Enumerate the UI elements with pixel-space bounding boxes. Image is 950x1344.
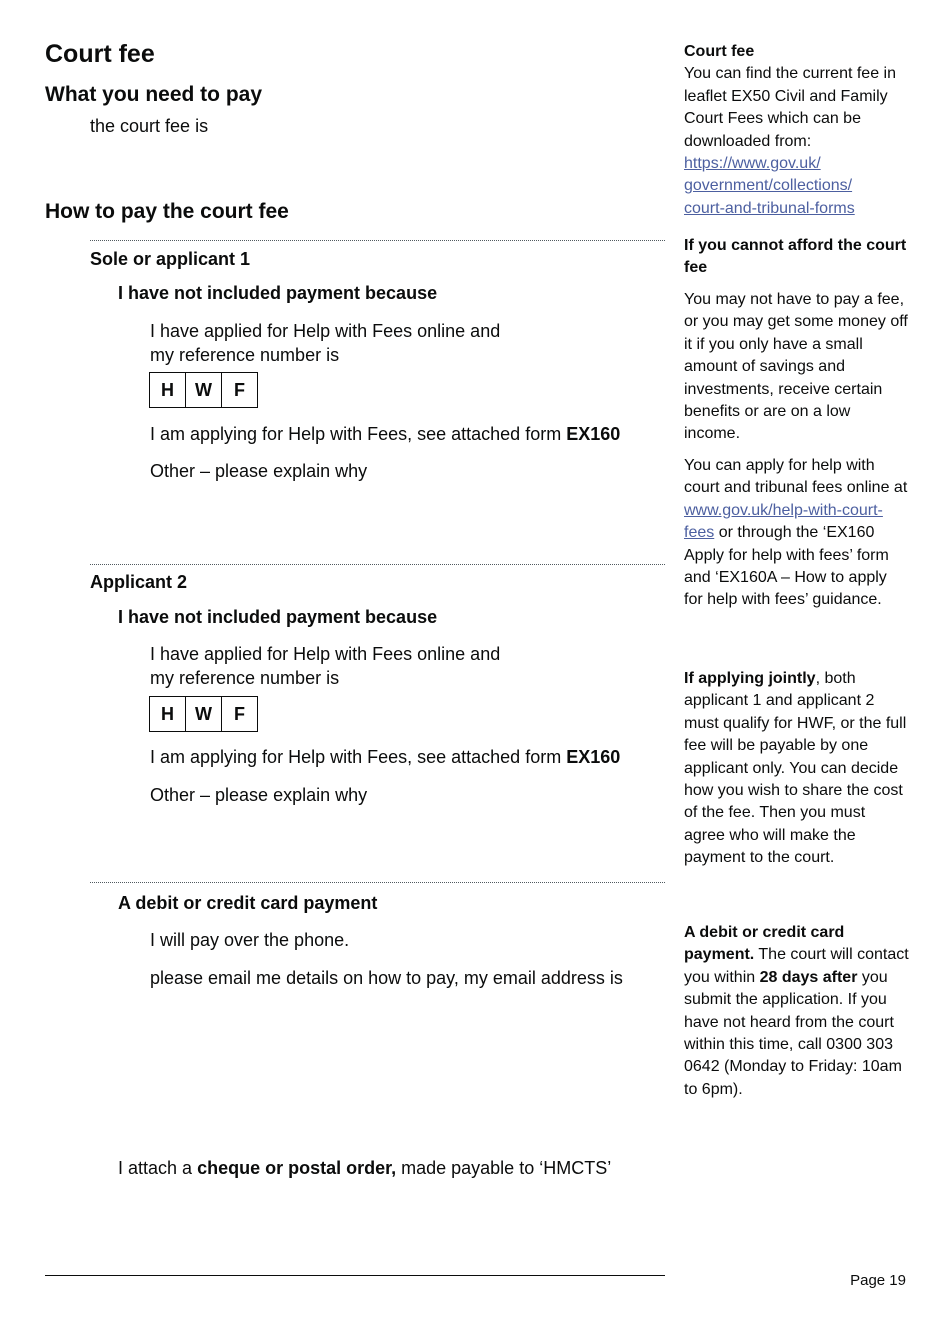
sidebar-card-text1: The court will contact you within bbox=[684, 946, 909, 986]
sidebar-apply-prefix: You can apply for help with court and tribunal fees online at bbox=[684, 457, 908, 497]
applicant1-hwf-line1: I have applied for Help with Fees online and bbox=[150, 321, 501, 341]
hwf-letter: F bbox=[234, 703, 245, 724]
sidebar-apply-suffix: or through the ‘EX160 Apply for help with fees’ form and ‘EX160A – How to apply for help with fees’ guidance. bbox=[684, 524, 889, 609]
ex160-text: I am applying for Help with Fees, see attached form bbox=[150, 747, 567, 767]
applicant2-not-included-label: I have not included payment because bbox=[118, 607, 438, 627]
applicant1-other-option[interactable]: Other – please explain why bbox=[150, 461, 368, 481]
hwf-letter: H bbox=[150, 373, 186, 407]
sidebar-joint bbox=[684, 668, 909, 870]
divider bbox=[90, 240, 665, 241]
sidebar-afford-heading: If you cannot afford the court fee bbox=[684, 237, 907, 277]
applicant2-hwf-reference-field[interactable] bbox=[149, 696, 258, 732]
pay-by-phone-option[interactable]: I will pay over the phone. bbox=[150, 930, 350, 950]
page-number: Page 19 bbox=[850, 1272, 906, 1289]
help-with-fees-link[interactable]: www.gov.uk/help-with-court-fees bbox=[684, 501, 883, 542]
applicant1-hwf-reference-field[interactable] bbox=[149, 372, 258, 408]
sidebar-fee-heading: Court fee bbox=[684, 43, 755, 60]
applicant2-hwf-line2: my reference number is bbox=[150, 668, 340, 688]
applicant1-hwf-online-option[interactable] bbox=[150, 319, 500, 367]
cheque-suffix: made payable to ‘HMCTS’ bbox=[396, 1158, 612, 1178]
sidebar-afford-text: You may not have to pay a fee, or you may get some money off it if you only have a small amount of savings and investments, receive certain benefits or are on a low income. bbox=[684, 291, 908, 443]
applicant2-heading: Applicant 2 bbox=[90, 572, 188, 592]
what-to-pay-heading: What you need to pay bbox=[45, 83, 263, 106]
link-line: https://www.gov.uk/ bbox=[684, 155, 821, 173]
hwf-letter: W bbox=[186, 697, 222, 731]
cheque-prefix: I attach a bbox=[118, 1158, 198, 1178]
divider bbox=[90, 882, 665, 883]
sidebar-card-bold2: 28 days after bbox=[759, 968, 858, 986]
email-details-option[interactable]: please email me details on how to pay, my email address is bbox=[150, 968, 623, 988]
sidebar-joint-bold: If applying jointly bbox=[684, 670, 816, 687]
court-forms-link[interactable] bbox=[684, 155, 855, 217]
sidebar-card-text2: you submit the application. If you have not heard from the court within this time, call 0300 303 0642 (Monday to Friday: 10am to 6pm). bbox=[684, 968, 902, 1098]
applicant1-hwf-line2: my reference number is bbox=[150, 345, 340, 365]
applicant2-hwf-online-option[interactable] bbox=[150, 642, 500, 690]
footer-rule bbox=[45, 1275, 665, 1276]
court-fee-amount-label: the court fee is bbox=[90, 116, 209, 136]
page-title: Court fee bbox=[45, 40, 155, 68]
sidebar-court-fee bbox=[684, 41, 909, 220]
sidebar-fee-text: You can find the current fee in leaflet EX50 Civil and Family Court Fees which can be downloaded from: bbox=[684, 65, 896, 150]
applicant2-hwf-line1: I have applied for Help with Fees online and bbox=[150, 644, 501, 664]
applicant1-ex160-option[interactable] bbox=[150, 422, 620, 446]
sidebar-joint-text: , both applicant 1 and applicant 2 must qualify for HWF, or the full fee will be payable by one applicant only. You can decide how you wish to share the cost of the fee. Then you must agree who will make the payment to the court. bbox=[684, 670, 907, 867]
applicant2-ex160-option[interactable] bbox=[150, 745, 620, 769]
cheque-option[interactable] bbox=[118, 1156, 611, 1180]
hwf-letter: F bbox=[234, 379, 245, 400]
how-to-pay-heading: How to pay the court fee bbox=[45, 200, 289, 223]
link-line: government/collections/ bbox=[684, 177, 853, 195]
ex160-form: EX160 bbox=[566, 747, 621, 767]
ex160-text: I am applying for Help with Fees, see attached form bbox=[150, 424, 567, 444]
applicant2-other-option[interactable]: Other – please explain why bbox=[150, 785, 368, 805]
applicant1-heading: Sole or applicant 1 bbox=[90, 249, 251, 269]
hwf-letter: W bbox=[186, 373, 222, 407]
divider bbox=[90, 564, 665, 565]
card-payment-heading: A debit or credit card payment bbox=[118, 893, 378, 913]
sidebar-card-bold: A debit or credit card payment. bbox=[684, 924, 845, 964]
sidebar-apply-online bbox=[684, 455, 909, 612]
cheque-bold: cheque or postal order, bbox=[197, 1158, 397, 1178]
hwf-letter: H bbox=[150, 697, 186, 731]
link-line: court-and-tribunal-forms bbox=[684, 199, 855, 217]
sidebar-card bbox=[684, 922, 909, 1101]
applicant1-not-included-label: I have not included payment because bbox=[118, 283, 438, 303]
ex160-form: EX160 bbox=[566, 424, 621, 444]
